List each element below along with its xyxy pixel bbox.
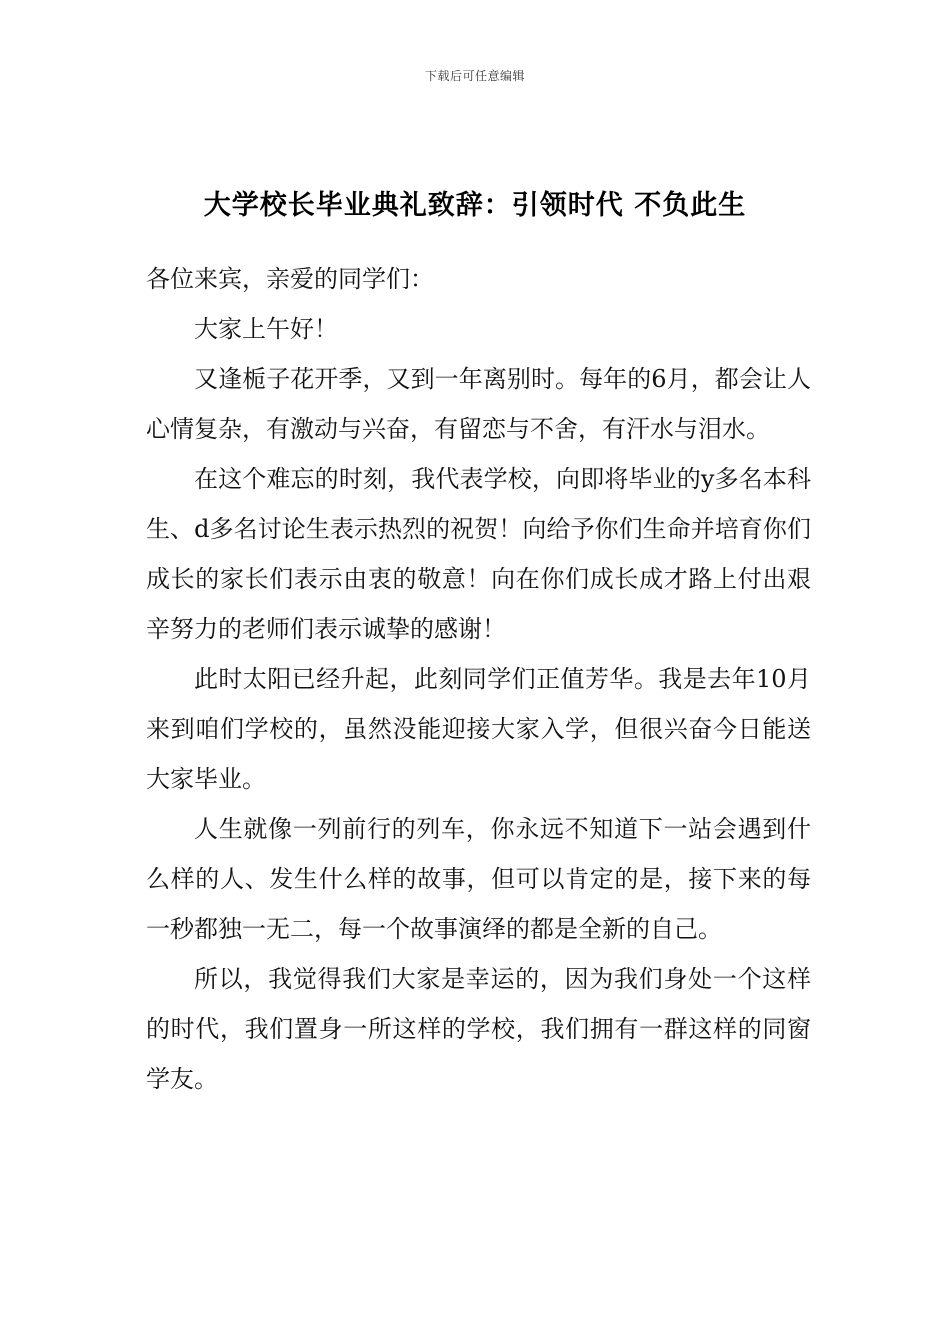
paragraph-train: 人生就像一列前行的列车，你永远不知道下一站会遇到什么样的人、发生什么样的故事，但可以肯定的是，接下来的每一秒都独一无二，每一个故事演绎的都是全新的自己。: [146, 815, 811, 943]
paragraph-season: 又逢栀子花开季，又到一年离别时。每年的6月，都会让人心情复杂，有激动与兴奋，有留恋与不舍，有汗水与泪水。: [146, 365, 811, 443]
paragraph-greeting: 大家上午好！: [194, 315, 338, 343]
salutation: 各位来宾，亲爱的同学们：: [146, 265, 434, 293]
document-body: [146, 254, 811, 1104]
paragraph-sunrise: 此时太阳已经升起，此刻同学们正值芳华。我是去年10月来到咱们学校的，虽然没能迎接大家入学，但很兴奋今日能送大家毕业。: [146, 665, 811, 793]
document-title: 大学校长毕业典礼致辞：引领时代 不负此生: [203, 190, 747, 221]
header-note: 下载后可任意编辑: [424, 69, 525, 83]
paragraph-congratulations: 在这个难忘的时刻，我代表学校，向即将毕业的y多名本科生、d多名讨论生表示热烈的祝贺！向给予你们生命并培育你们成长的家长们表示由衷的敬意！向在你们成长成才路上付出艰辛努力的老师们表示诚挚的感谢！: [146, 465, 811, 643]
paragraph-fortunate: 所以，我觉得我们大家是幸运的，因为我们身处一个这样的时代，我们置身一所这样的学校，我们拥有一群这样的同窗学友。: [146, 965, 811, 1093]
